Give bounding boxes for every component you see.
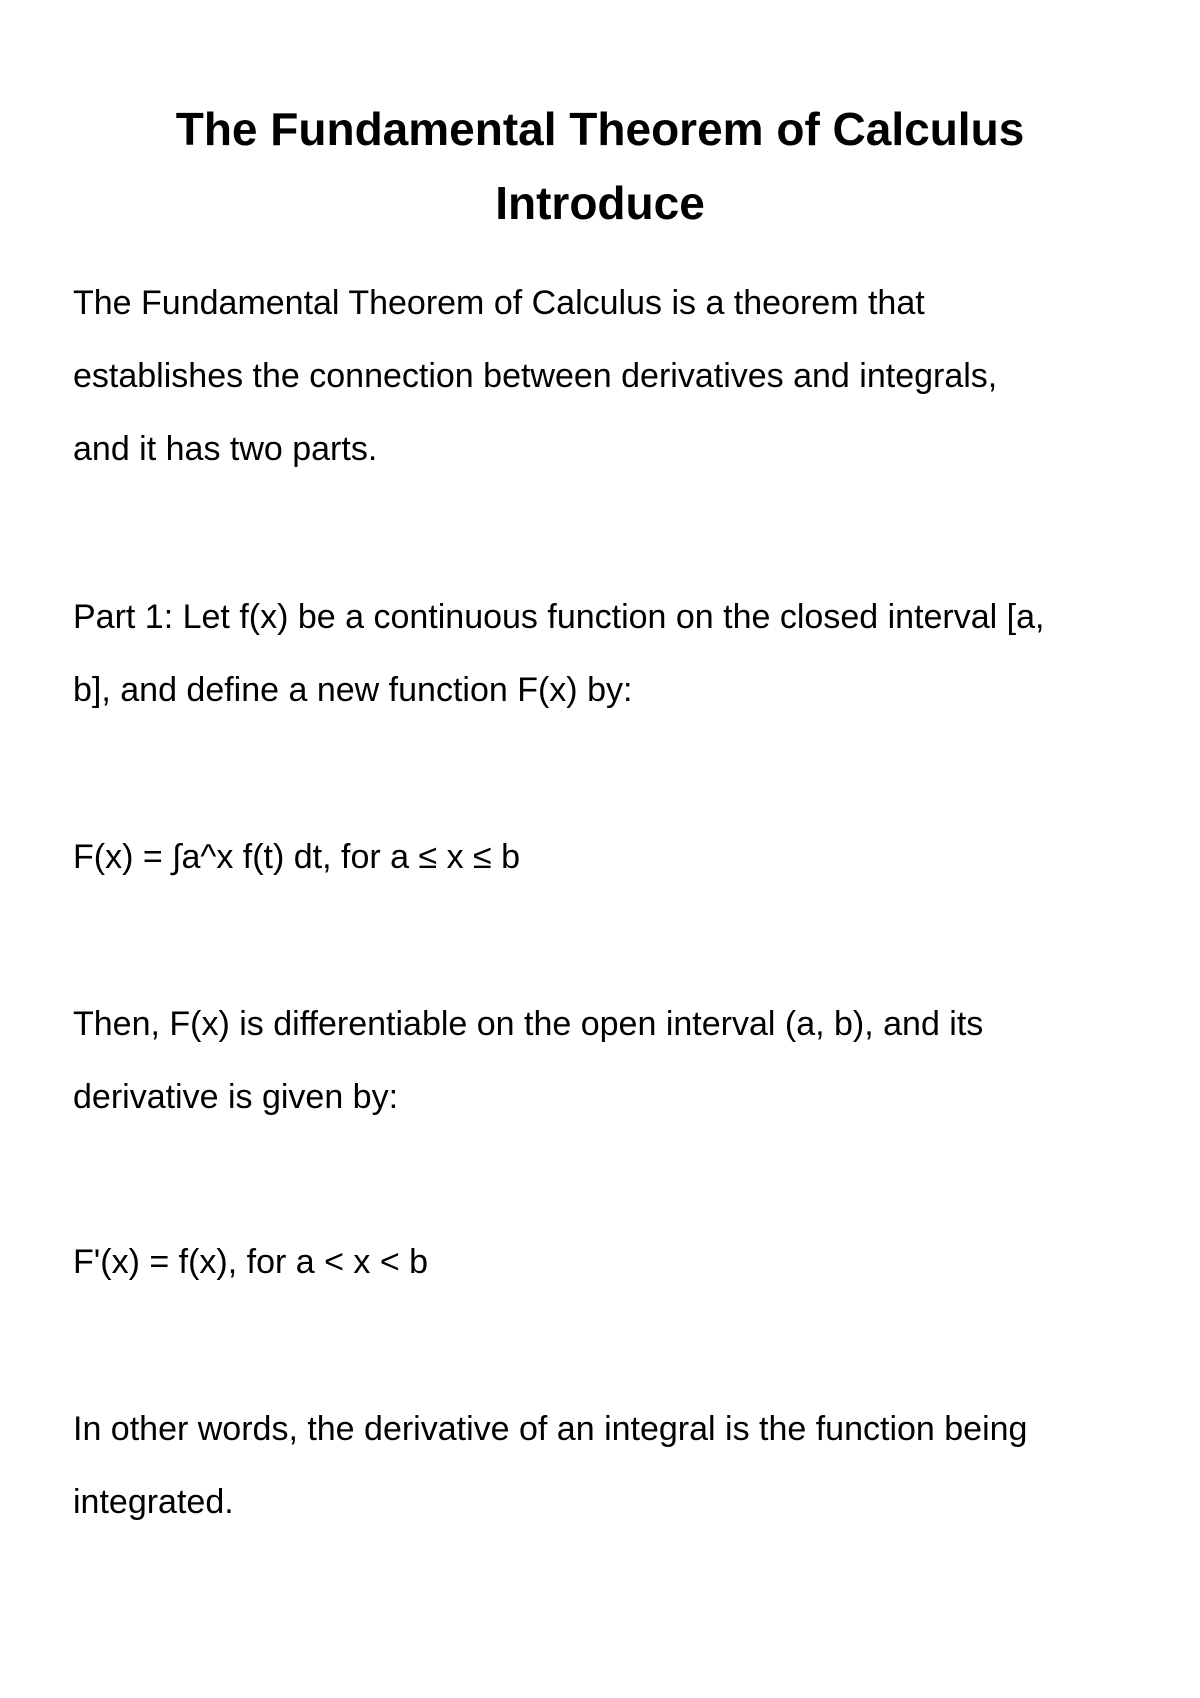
document-title: The Fundamental Theorem of Calculus <box>175 103 1025 155</box>
part1-line-2: b], and define a new function F(x) by: <box>73 671 633 709</box>
part1-line-1: Part 1: Let f(x) be a continuous function on the closed interval [a, <box>73 598 1045 636</box>
formula-derivative: F'(x) = f(x), for a < x < b <box>73 1243 429 1281</box>
conclusion-line-2: integrated. <box>73 1483 234 1521</box>
conclusion-line-1: In other words, the derivative of an integral is the function being <box>73 1410 1028 1448</box>
document-subtitle: Introduce <box>495 177 705 229</box>
then-line-1: Then, F(x) is differentiable on the open interval (a, b), and its <box>73 1005 984 1043</box>
intro-line-2: establishes the connection between derivatives and integrals, <box>73 357 998 395</box>
intro-line-1: The Fundamental Theorem of Calculus is a theorem that <box>73 284 925 322</box>
then-line-2: derivative is given by: <box>73 1078 399 1116</box>
formula-integral-definition: F(x) = ∫a^x f(t) dt, for a ≤ x ≤ b <box>73 838 521 876</box>
intro-line-3: and it has two parts. <box>73 430 378 468</box>
